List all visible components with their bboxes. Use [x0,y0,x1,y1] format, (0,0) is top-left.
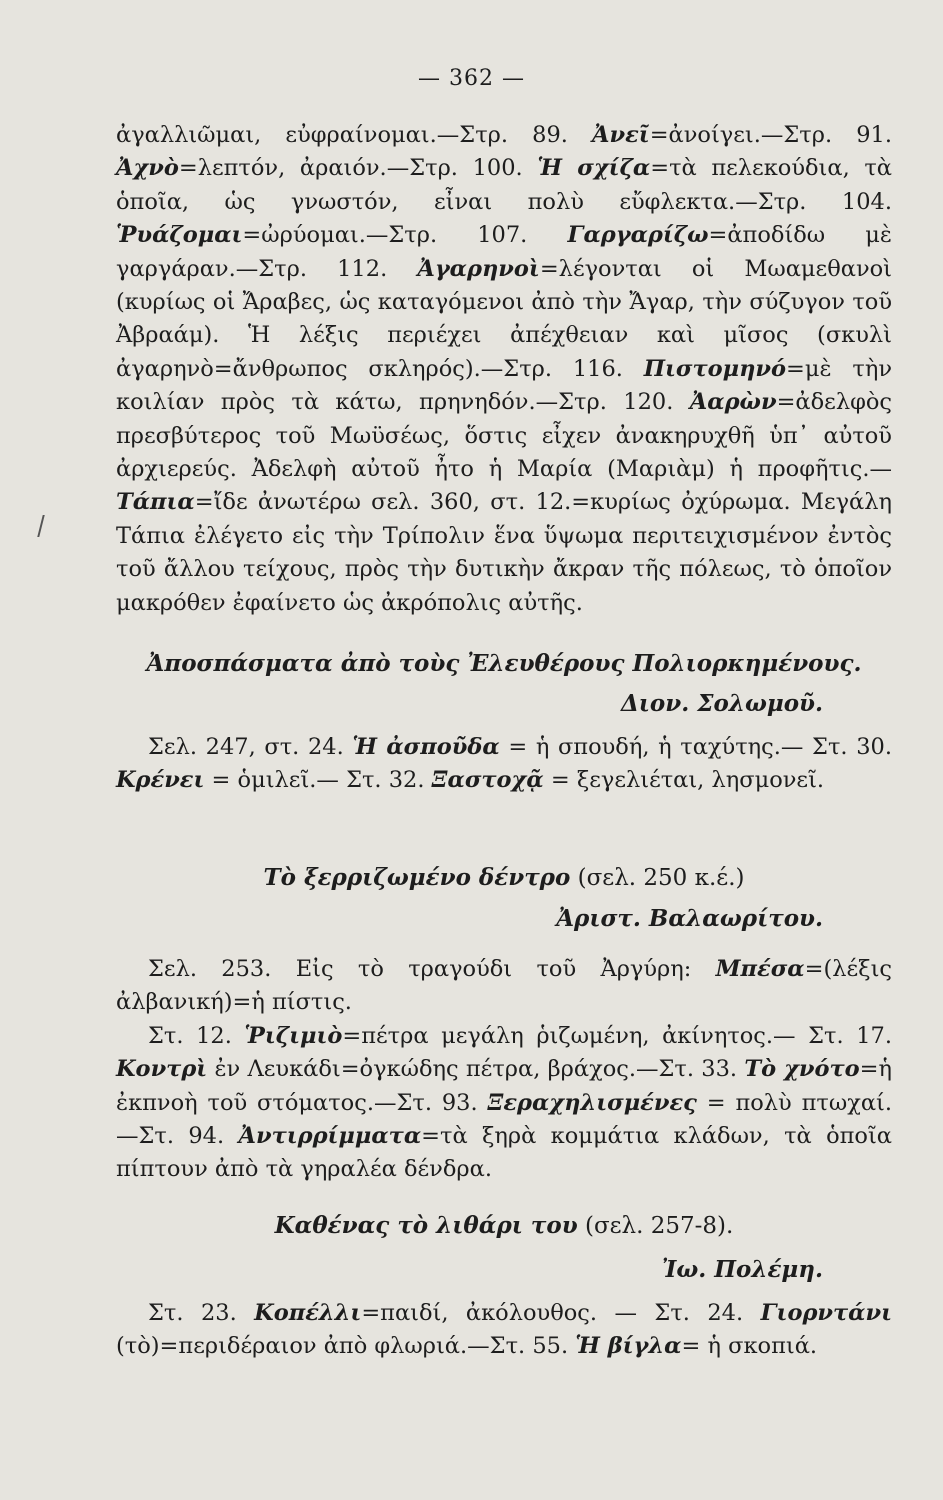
glossary-paragraph-2: Σελ. 247, στ. 24. Ἡ ἀσποῦδα = ἡ σπουδή, ἡ ταχύτης.— Στ. 30. Κρένει = ὁμιλεῖ.— Στ. 32. Ξαστοχᾷ = ξεγελιέται, λησμονεῖ. [116,734,892,794]
margin-mark [37,515,52,537]
glossary-paragraph-4: Στ. 23. Κοπέλλι=παιδί, ἀκόλουθος. — Στ. 24. Γιορντάνι (τὸ)=περιδέραιον ἀπὸ φλωριά.—Στ. 55. Ἡ βίγλα= ἡ σκοπιά. [116,1300,892,1360]
page-number: — 362 — [418,66,525,91]
section-author-3: Ἰω. Πολέμη. [661,1256,823,1283]
glossary-paragraph-1: ἀγαλλιῶμαι, εὐφραίνομαι.—Στρ. 89. Ἀνεῖ=ἀνοίγει.—Στρ. 91. Ἀχνὸ=λεπτόν, ἀραιόν.—Στρ. 100. Ἡ σχίζα=τὰ πελεκούδια, τὰ ὁποῖα, ὡς γνωστόν, εἶναι πολὺ εὔφλεκτα.—Στρ. 104. Ῥυάζομαι=ὠρύομαι.—Στρ. 107. Γαργαρίζω=ἀποδίδω μὲ γαργάραν.—Στρ. 112. Ἀγαρηνοὶ=λέγονται οἱ Μωαμεθανοὶ (κυρίως οἱ Ἄραβες, ὡς καταγόμενοι ἀπὸ τὴν Ἄγαρ, τὴν σύζυγον τοῦ Ἀβραάμ). Ἡ λέξις περιέχει ἀπέχθειαν καὶ μῖσος (σκυλὶ ἀγαρηνὸ=ἄνθρωπος σκληρός).—Στρ. 116. Πιστομηνό=μὲ τὴν κοιλίαν πρὸς τὰ κάτω, πρηνηδόν.—Στρ. 120. Ἀαρὼν=ἀδελφὸς πρεσβύτερος τοῦ Μωϋσέως, ὅστις εἶχεν ἀνακηρυχθῆ ὑπ᾿ αὐτοῦ ἀρχιερεύς. Ἀδελφὴ αὐτοῦ ἦτο ἡ Μαρία (Μαριὰμ) ἡ προφῆτις.— Τάπια=ἴδε ἀνωτέρω σελ. 360, στ. 12.=κυρίως ὀχύρωμα. Μεγάλη Τάπια ἐλέγετο εἰς τὴν Τρίπολιν ἕνα ὕψωμα περιτειχισμένον ἐντὸς τοῦ ἄλλου τείχους, πρὸς τὴν δυτικὴν ἄκραν τῆς πόλεως, τὸ ὁποῖον μακρόθεν ἐφαίνετο ὡς ἀκρόπολις αὐτῆς. [116,122,893,616]
section-heading-2: Τὸ ξερριζωμένο δέντρο (σελ. 250 κ.έ.) [263,864,745,891]
glossary-paragraph-3: Σελ. 253. Εἰς τὸ τραγούδι τοῦ Ἀργύρη: Μπέσα=(λέξις ἀλβανική)=ἡ πίστις. Στ. 12. Ῥιζιμιὸ=πέτρα μεγάλη ῥιζωμένη, ἀκίνητος.— Στ. 17. Κοντρὶ ἐν Λευκάδι=ὀγκώδης πέτρα, βράχος.—Στ. 33. Τὸ χνότο=ἡ ἐκπνοὴ τοῦ στόματος.—Στ. 93. Ξεραχηλισμένες = πολὺ πτωχαί.—Στ. 94. Ἀντιρρίμματα=τὰ ξηρὰ κομμάτια κλάδων, τὰ ὁποῖα πίπτουν ἀπὸ τὰ γηραλέα δένδρα. [116,956,893,1183]
section-heading-1: Ἀποσπάσματα ἀπὸ τοὺς Ἐλευθέρους Πολιορκημένους. [146,650,862,677]
section-author-1: Διον. Σολωμοῦ. [620,690,823,717]
section-heading-3: Καθένας τὸ λιθάρι του (σελ. 257-8). [274,1212,734,1239]
section-author-2: Ἀριστ. Βαλαωρίτου. [556,905,823,932]
